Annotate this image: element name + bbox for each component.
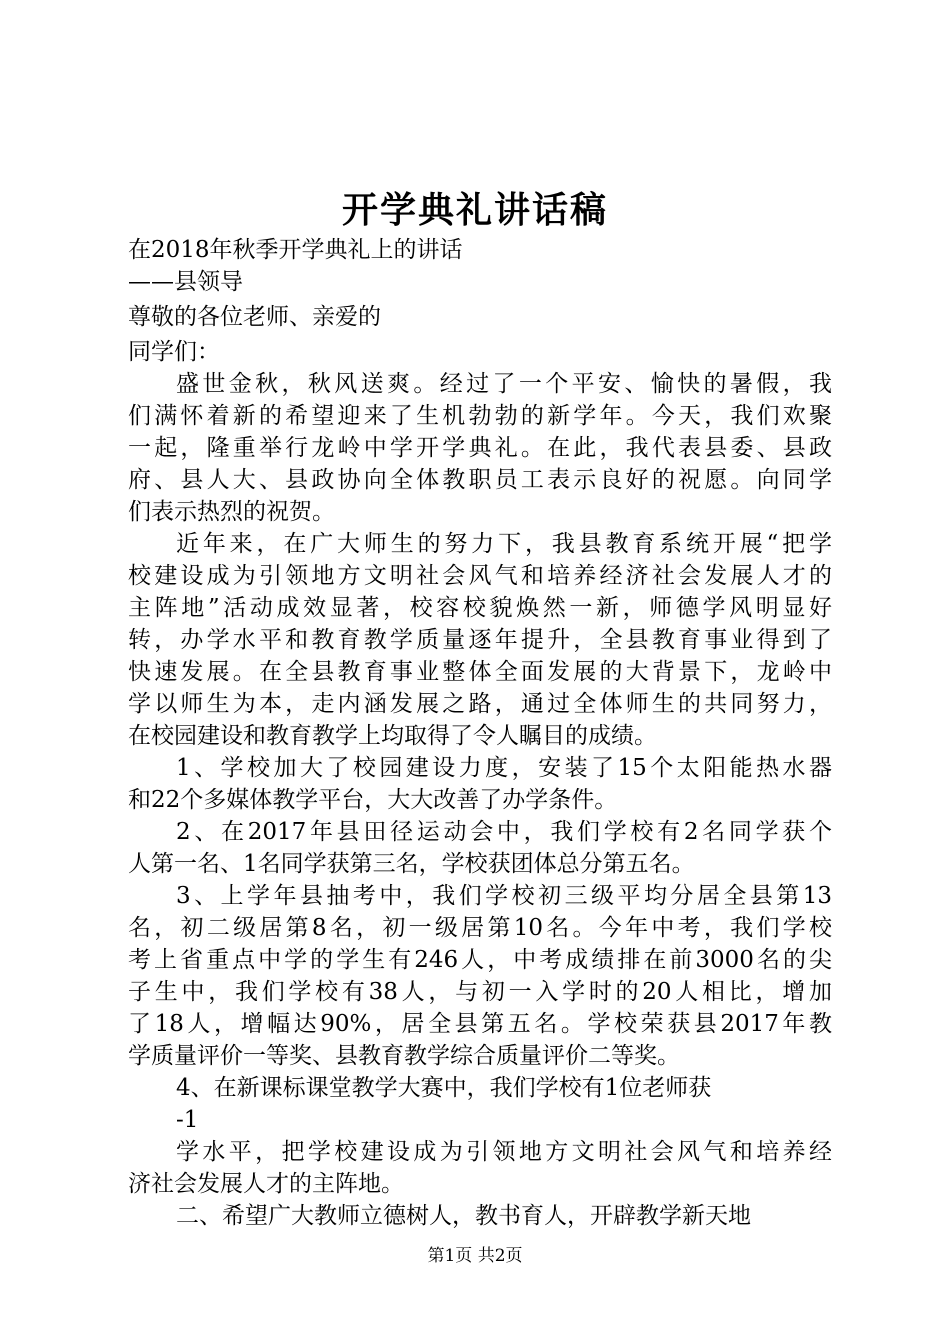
document-body: [128, 234, 832, 1232]
document-title: 开学典礼讲话稿: [341, 189, 608, 231]
paragraph-line: 1、学校加大了校园建设力度，安装了15个太阳能热水器: [176, 755, 832, 781]
section-heading-line: 二、希望广大教师立德树人，教书育人，开辟教学新天地: [176, 1203, 751, 1229]
paragraph-line: 学水平，把学校建设成为引领地方文明社会风气和培养经: [176, 1139, 832, 1165]
paragraph-line: 近年来，在广大师生的努力下，我县教育系统开展“把学: [176, 531, 832, 557]
paragraph-line: 盛世金秋，秋风送爽。经过了一个平安、愉快的暑假，我: [176, 371, 832, 397]
paragraph-line: 和22个多媒体教学平台，大大改善了办学条件。: [128, 787, 618, 813]
paragraph-line: 府、县人大、县政协向全体教职员工表示良好的祝愿。向同学: [128, 467, 832, 493]
paragraph-line: 学质量评价一等奖、县教育教学综合质量评价二等奖。: [128, 1043, 680, 1069]
paragraph-line: 学以师生为本，走内涵发展之路，通过全体师生的共同努力，: [128, 691, 832, 717]
paragraph-line: 校建设成为引领地方文明社会风气和培养经济社会发展人才的: [128, 563, 832, 589]
paragraph-line: 了18人，增幅达90%，居全县第五名。学校荣获县2017年教: [128, 1011, 832, 1037]
page-break-marker: -1: [176, 1107, 199, 1133]
paragraph-line: 快速发展。在全县教育事业整体全面发展的大背景下，龙岭中: [128, 659, 832, 685]
paragraph-line: 4、在新课标课堂教学大赛中，我们学校有1位老师获: [176, 1075, 712, 1101]
paragraph-line: 济社会发展人才的主阵地。: [128, 1171, 404, 1197]
paragraph-line: 子生中，我们学校有38人，与初一入学时的20人相比，增加: [128, 979, 832, 1005]
speaker-line: ——县领导: [128, 269, 243, 295]
paragraph-line: 人第一名、1名同学获第三名，学校获团体总分第五名。: [128, 851, 695, 877]
paragraph-line: 转，办学水平和教育教学质量逐年提升，全县教育事业得到了: [128, 627, 832, 653]
salutation-line: 尊敬的各位老师、亲爱的: [128, 304, 381, 330]
paragraph-line: 主阵地”活动成效显著，校容校貌焕然一新，师德学风明显好: [128, 595, 832, 621]
paragraph-line: 2、在2017年县田径运动会中，我们学校有2名同学获个: [176, 819, 832, 845]
paragraph-line: 3、上学年县抽考中，我们学校初三级平均分居全县第13: [176, 883, 832, 909]
subtitle-line: 在2018年秋季开学典礼上的讲话: [128, 237, 463, 263]
paragraph-line: 一起，隆重举行龙岭中学开学典礼。在此，我代表县委、县政: [128, 435, 832, 461]
paragraph-line: 们满怀着新的希望迎来了生机勃勃的新学年。今天，我们欢聚: [128, 403, 832, 429]
paragraph-line: 们表示热烈的祝贺。: [128, 499, 335, 525]
paragraph-line: 名，初二级居第8名，初一级居第10名。今年中考，我们学校: [128, 915, 832, 941]
page-footer: 第1页 共2页: [427, 1246, 523, 1266]
salutation-line: 同学们：: [128, 339, 220, 365]
paragraph-line: 在校园建设和教育教学上均取得了令人瞩目的成绩。: [128, 723, 657, 749]
paragraph-line: 考上省重点中学的学生有246人，中考成绩排在前3000名的尖: [128, 947, 832, 973]
